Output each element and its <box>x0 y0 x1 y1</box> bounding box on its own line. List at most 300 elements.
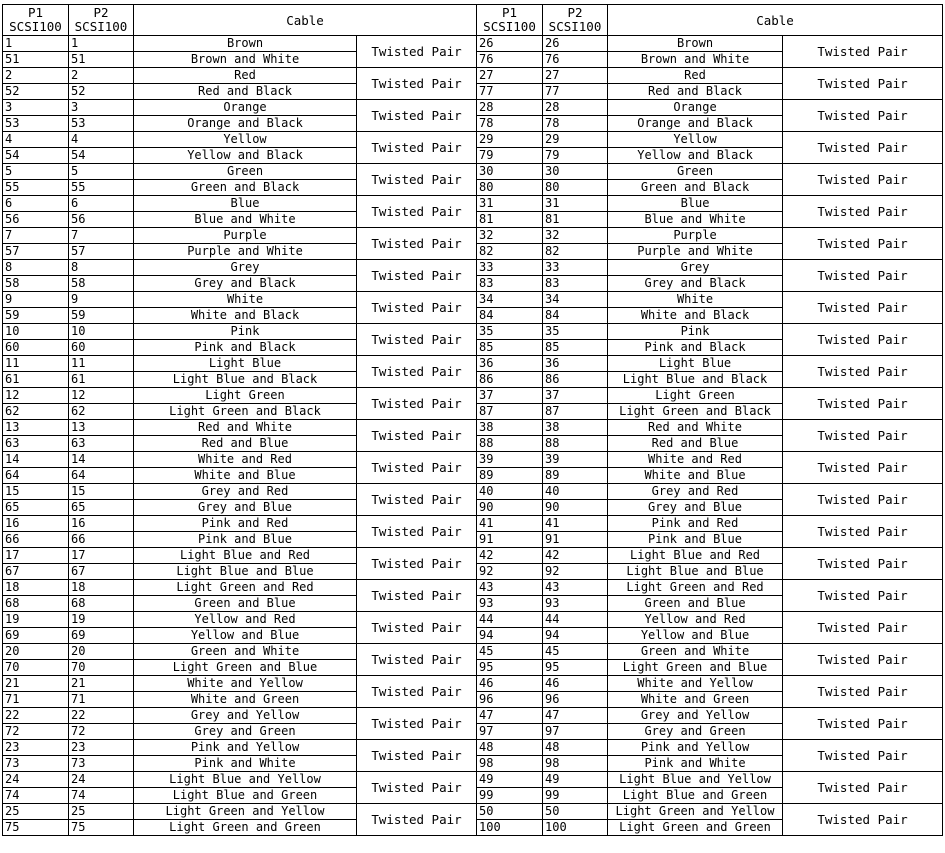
wire-color-cell: Grey <box>134 260 357 276</box>
p2-pin-cell: 71 <box>69 692 134 708</box>
wire-color-cell: White and Blue <box>608 468 783 484</box>
p2-pin-cell: 42 <box>543 548 608 564</box>
p1-pin-cell: 72 <box>3 724 69 740</box>
p1-pin-cell: 42 <box>477 548 543 564</box>
header-p1-line2: SCSI100 <box>9 19 62 34</box>
header-p2-left <box>69 5 134 36</box>
wire-color-cell: Pink and Black <box>608 340 783 356</box>
p2-pin-cell: 11 <box>69 356 134 372</box>
p2-pin-cell: 98 <box>543 756 608 772</box>
pair-type-cell: Twisted Pair <box>783 580 943 612</box>
p1-pin-cell: 4 <box>3 132 69 148</box>
p1-pin-cell: 84 <box>477 308 543 324</box>
pair-type-cell: Twisted Pair <box>783 612 943 644</box>
wire-color-cell: Pink <box>608 324 783 340</box>
pair-type-cell: Twisted Pair <box>357 804 477 836</box>
header-p1-line1: P1 <box>501 5 518 20</box>
p2-pin-cell: 87 <box>543 404 608 420</box>
p1-pin-cell: 47 <box>477 708 543 724</box>
p1-pin-cell: 80 <box>477 180 543 196</box>
wire-color-cell: Pink and Yellow <box>608 740 783 756</box>
p2-pin-cell: 48 <box>543 740 608 756</box>
p1-pin-cell: 94 <box>477 628 543 644</box>
p1-pin-cell: 89 <box>477 468 543 484</box>
p2-pin-cell: 21 <box>69 676 134 692</box>
p1-pin-cell: 41 <box>477 516 543 532</box>
p1-pin-cell: 10 <box>3 324 69 340</box>
p1-pin-cell: 95 <box>477 660 543 676</box>
p2-pin-cell: 46 <box>543 676 608 692</box>
p2-pin-cell: 68 <box>69 596 134 612</box>
pair-type-cell: Twisted Pair <box>357 196 477 228</box>
pair-type-cell: Twisted Pair <box>357 676 477 708</box>
p1-pin-cell: 6 <box>3 196 69 212</box>
wire-color-cell: Pink and Blue <box>608 532 783 548</box>
p2-pin-cell: 44 <box>543 612 608 628</box>
p1-pin-cell: 96 <box>477 692 543 708</box>
p1-pin-cell: 77 <box>477 84 543 100</box>
p2-pin-cell: 96 <box>543 692 608 708</box>
wire-color-cell: Light Green and Red <box>608 580 783 596</box>
wire-color-cell: Grey and Yellow <box>134 708 357 724</box>
wire-color-cell: Green <box>608 164 783 180</box>
wire-color-cell: White and Green <box>608 692 783 708</box>
header-p1-line2: SCSI100 <box>483 19 536 34</box>
wire-color-cell: Yellow and Blue <box>608 628 783 644</box>
pair-type-cell: Twisted Pair <box>783 228 943 260</box>
pair-type-cell: Twisted Pair <box>783 164 943 196</box>
p1-pin-cell: 82 <box>477 244 543 260</box>
p2-pin-cell: 97 <box>543 724 608 740</box>
header-p1-line1: P1 <box>27 5 44 20</box>
p2-pin-cell: 79 <box>543 148 608 164</box>
wire-color-cell: Pink and White <box>134 756 357 772</box>
p1-pin-cell: 78 <box>477 116 543 132</box>
pair-type-cell: Twisted Pair <box>357 228 477 260</box>
pair-type-cell: Twisted Pair <box>357 260 477 292</box>
wire-color-cell: Brown <box>608 36 783 52</box>
header-p2-right <box>543 5 608 36</box>
p1-pin-cell: 59 <box>3 308 69 324</box>
pair-type-cell: Twisted Pair <box>357 68 477 100</box>
wire-color-cell: Pink and Yellow <box>134 740 357 756</box>
p1-pin-cell: 9 <box>3 292 69 308</box>
p1-pin-cell: 73 <box>3 756 69 772</box>
p2-pin-cell: 22 <box>69 708 134 724</box>
p1-pin-cell: 2 <box>3 68 69 84</box>
p1-pin-cell: 29 <box>477 132 543 148</box>
p2-pin-cell: 47 <box>543 708 608 724</box>
p2-pin-cell: 57 <box>69 244 134 260</box>
p2-pin-cell: 34 <box>543 292 608 308</box>
p1-pin-cell: 70 <box>3 660 69 676</box>
wire-color-cell: Light Green and Red <box>134 580 357 596</box>
p1-pin-cell: 39 <box>477 452 543 468</box>
p1-pin-cell: 66 <box>3 532 69 548</box>
p2-pin-cell: 2 <box>69 68 134 84</box>
header-cable-left: Cable <box>134 5 477 36</box>
p1-pin-cell: 14 <box>3 452 69 468</box>
wire-color-cell: White and Blue <box>134 468 357 484</box>
p1-pin-cell: 91 <box>477 532 543 548</box>
pair-type-cell: Twisted Pair <box>783 260 943 292</box>
pinout-rows <box>3 36 943 836</box>
pair-type-cell: Twisted Pair <box>357 292 477 324</box>
pair-type-cell: Twisted Pair <box>783 548 943 580</box>
table-row <box>3 324 943 340</box>
p1-pin-cell: 34 <box>477 292 543 308</box>
table-row <box>3 388 943 404</box>
wire-color-cell: Red and Black <box>134 84 357 100</box>
wire-color-cell: Light Blue and Green <box>134 788 357 804</box>
p2-pin-cell: 85 <box>543 340 608 356</box>
wire-color-cell: Orange <box>134 100 357 116</box>
table-row <box>3 612 943 628</box>
p2-pin-cell: 80 <box>543 180 608 196</box>
wire-color-cell: Light Green and Yellow <box>608 804 783 820</box>
p2-pin-cell: 43 <box>543 580 608 596</box>
p2-pin-cell: 94 <box>543 628 608 644</box>
header-p2-line1: P2 <box>93 5 109 20</box>
p1-pin-cell: 48 <box>477 740 543 756</box>
wire-color-cell: Yellow <box>608 132 783 148</box>
p1-pin-cell: 88 <box>477 436 543 452</box>
p1-pin-cell: 92 <box>477 564 543 580</box>
wire-color-cell: Light Blue <box>134 356 357 372</box>
p2-pin-cell: 76 <box>543 52 608 68</box>
p1-pin-cell: 62 <box>3 404 69 420</box>
table-row <box>3 708 943 724</box>
p2-pin-cell: 60 <box>69 340 134 356</box>
p1-pin-cell: 17 <box>3 548 69 564</box>
wire-color-cell: Pink and Black <box>134 340 357 356</box>
p2-pin-cell: 69 <box>69 628 134 644</box>
wire-color-cell: Light Blue and Black <box>608 372 783 388</box>
pair-type-cell: Twisted Pair <box>357 548 477 580</box>
p2-pin-cell: 29 <box>543 132 608 148</box>
p2-pin-cell: 49 <box>543 772 608 788</box>
pair-type-cell: Twisted Pair <box>357 740 477 772</box>
pair-type-cell: Twisted Pair <box>783 772 943 804</box>
wire-color-cell: Grey and Green <box>134 724 357 740</box>
p2-pin-cell: 82 <box>543 244 608 260</box>
wire-color-cell: Green and White <box>134 644 357 660</box>
wire-color-cell: Brown and White <box>608 52 783 68</box>
p2-pin-cell: 25 <box>69 804 134 820</box>
wire-color-cell: Red <box>134 68 357 84</box>
wire-color-cell: Light Blue and Green <box>608 788 783 804</box>
table-row <box>3 292 943 308</box>
p1-pin-cell: 75 <box>3 820 69 836</box>
pair-type-cell: Twisted Pair <box>357 100 477 132</box>
p1-pin-cell: 43 <box>477 580 543 596</box>
pair-type-cell: Twisted Pair <box>783 68 943 100</box>
p1-pin-cell: 19 <box>3 612 69 628</box>
pinout-document <box>2 4 942 836</box>
p1-pin-cell: 33 <box>477 260 543 276</box>
wire-color-cell: Red and White <box>608 420 783 436</box>
p2-pin-cell: 84 <box>543 308 608 324</box>
p2-pin-cell: 90 <box>543 500 608 516</box>
pair-type-cell: Twisted Pair <box>783 324 943 356</box>
p1-pin-cell: 57 <box>3 244 69 260</box>
pair-type-cell: Twisted Pair <box>783 36 943 68</box>
p1-pin-cell: 63 <box>3 436 69 452</box>
p2-pin-cell: 100 <box>543 820 608 836</box>
p1-pin-cell: 69 <box>3 628 69 644</box>
p2-pin-cell: 9 <box>69 292 134 308</box>
p1-pin-cell: 23 <box>3 740 69 756</box>
p2-pin-cell: 33 <box>543 260 608 276</box>
table-row <box>3 100 943 116</box>
wire-color-cell: Pink and White <box>608 756 783 772</box>
p2-pin-cell: 67 <box>69 564 134 580</box>
pair-type-cell: Twisted Pair <box>357 356 477 388</box>
p2-pin-cell: 74 <box>69 788 134 804</box>
p2-pin-cell: 66 <box>69 532 134 548</box>
pair-type-cell: Twisted Pair <box>783 804 943 836</box>
wire-color-cell: Purple and White <box>608 244 783 260</box>
p1-pin-cell: 52 <box>3 84 69 100</box>
p1-pin-cell: 99 <box>477 788 543 804</box>
p1-pin-cell: 1 <box>3 36 69 52</box>
table-row <box>3 548 943 564</box>
pair-type-cell: Twisted Pair <box>357 164 477 196</box>
wire-color-cell: White and Green <box>134 692 357 708</box>
table-row <box>3 676 943 692</box>
p2-pin-cell: 54 <box>69 148 134 164</box>
pair-type-cell: Twisted Pair <box>783 740 943 772</box>
p1-pin-cell: 3 <box>3 100 69 116</box>
wire-color-cell: White and Red <box>134 452 357 468</box>
p1-pin-cell: 7 <box>3 228 69 244</box>
p2-pin-cell: 24 <box>69 772 134 788</box>
header-p1-left <box>3 5 69 36</box>
table-row <box>3 644 943 660</box>
p1-pin-cell: 15 <box>3 484 69 500</box>
table-row <box>3 772 943 788</box>
wire-color-cell: Light Green and Black <box>134 404 357 420</box>
pair-type-cell: Twisted Pair <box>357 132 477 164</box>
pair-type-cell: Twisted Pair <box>783 644 943 676</box>
p2-pin-cell: 77 <box>543 84 608 100</box>
wire-color-cell: Red and White <box>134 420 357 436</box>
wire-color-cell: Blue and White <box>134 212 357 228</box>
pair-type-cell: Twisted Pair <box>783 388 943 420</box>
p2-pin-cell: 93 <box>543 596 608 612</box>
p1-pin-cell: 44 <box>477 612 543 628</box>
header-p1-right <box>477 5 543 36</box>
p2-pin-cell: 53 <box>69 116 134 132</box>
p1-pin-cell: 65 <box>3 500 69 516</box>
pair-type-cell: Twisted Pair <box>357 420 477 452</box>
p1-pin-cell: 27 <box>477 68 543 84</box>
pair-type-cell: Twisted Pair <box>783 100 943 132</box>
header-p2-line2: SCSI100 <box>74 19 128 34</box>
wire-color-cell: White and Black <box>608 308 783 324</box>
p1-pin-cell: 20 <box>3 644 69 660</box>
table-row <box>3 36 943 52</box>
p2-pin-cell: 91 <box>543 532 608 548</box>
p2-pin-cell: 92 <box>543 564 608 580</box>
table-row <box>3 228 943 244</box>
wire-color-cell: Green and White <box>608 644 783 660</box>
pair-type-cell: Twisted Pair <box>783 516 943 548</box>
wire-color-cell: Light Blue <box>608 356 783 372</box>
p2-pin-cell: 62 <box>69 404 134 420</box>
wire-color-cell: Light Blue and Black <box>134 372 357 388</box>
p1-pin-cell: 81 <box>477 212 543 228</box>
p2-pin-cell: 26 <box>543 36 608 52</box>
table-row <box>3 484 943 500</box>
table-row <box>3 580 943 596</box>
p2-pin-cell: 83 <box>543 276 608 292</box>
p2-pin-cell: 63 <box>69 436 134 452</box>
p1-pin-cell: 93 <box>477 596 543 612</box>
wire-color-cell: Green and Blue <box>608 596 783 612</box>
p2-pin-cell: 61 <box>69 372 134 388</box>
p2-pin-cell: 5 <box>69 164 134 180</box>
wire-color-cell: Orange and Black <box>134 116 357 132</box>
p2-pin-cell: 59 <box>69 308 134 324</box>
wire-color-cell: Green and Black <box>608 180 783 196</box>
p1-pin-cell: 50 <box>477 804 543 820</box>
p2-pin-cell: 1 <box>69 36 134 52</box>
p2-pin-cell: 73 <box>69 756 134 772</box>
wire-color-cell: Purple <box>134 228 357 244</box>
p1-pin-cell: 86 <box>477 372 543 388</box>
p2-pin-cell: 36 <box>543 356 608 372</box>
wire-color-cell: White and Yellow <box>608 676 783 692</box>
p2-pin-cell: 20 <box>69 644 134 660</box>
p1-pin-cell: 45 <box>477 644 543 660</box>
p1-pin-cell: 97 <box>477 724 543 740</box>
p2-pin-cell: 15 <box>69 484 134 500</box>
p2-pin-cell: 88 <box>543 436 608 452</box>
p2-pin-cell: 6 <box>69 196 134 212</box>
p2-pin-cell: 58 <box>69 276 134 292</box>
header-row <box>3 5 943 36</box>
p1-pin-cell: 55 <box>3 180 69 196</box>
pair-type-cell: Twisted Pair <box>783 196 943 228</box>
wire-color-cell: White and Black <box>134 308 357 324</box>
pair-type-cell: Twisted Pair <box>357 484 477 516</box>
p1-pin-cell: 79 <box>477 148 543 164</box>
wire-color-cell: Grey and Black <box>608 276 783 292</box>
wire-color-cell: White <box>134 292 357 308</box>
p2-pin-cell: 70 <box>69 660 134 676</box>
pair-type-cell: Twisted Pair <box>783 484 943 516</box>
wire-color-cell: Yellow and Black <box>134 148 357 164</box>
p2-pin-cell: 28 <box>543 100 608 116</box>
wire-color-cell: Grey and Green <box>608 724 783 740</box>
p1-pin-cell: 76 <box>477 52 543 68</box>
pair-type-cell: Twisted Pair <box>783 420 943 452</box>
wire-color-cell: Grey and Red <box>608 484 783 500</box>
pair-type-cell: Twisted Pair <box>357 580 477 612</box>
header-p2-line1: P2 <box>567 5 583 20</box>
p2-pin-cell: 38 <box>543 420 608 436</box>
table-row <box>3 452 943 468</box>
table-row <box>3 740 943 756</box>
table-row <box>3 516 943 532</box>
p1-pin-cell: 35 <box>477 324 543 340</box>
wire-color-cell: Grey <box>608 260 783 276</box>
wire-color-cell: Yellow and Red <box>608 612 783 628</box>
p1-pin-cell: 87 <box>477 404 543 420</box>
wire-color-cell: Light Green and Black <box>608 404 783 420</box>
p1-pin-cell: 11 <box>3 356 69 372</box>
p1-pin-cell: 25 <box>3 804 69 820</box>
wire-color-cell: Green and Black <box>134 180 357 196</box>
p2-pin-cell: 37 <box>543 388 608 404</box>
p1-pin-cell: 56 <box>3 212 69 228</box>
p1-pin-cell: 13 <box>3 420 69 436</box>
wire-color-cell: Yellow and Black <box>608 148 783 164</box>
pair-type-cell: Twisted Pair <box>357 36 477 68</box>
p1-pin-cell: 60 <box>3 340 69 356</box>
p1-pin-cell: 90 <box>477 500 543 516</box>
p2-pin-cell: 3 <box>69 100 134 116</box>
wire-color-cell: White and Red <box>608 452 783 468</box>
table-row <box>3 420 943 436</box>
p2-pin-cell: 35 <box>543 324 608 340</box>
p2-pin-cell: 78 <box>543 116 608 132</box>
wire-color-cell: Light Green and Yellow <box>134 804 357 820</box>
pair-type-cell: Twisted Pair <box>357 612 477 644</box>
p1-pin-cell: 8 <box>3 260 69 276</box>
p1-pin-cell: 49 <box>477 772 543 788</box>
wire-color-cell: Yellow and Blue <box>134 628 357 644</box>
p2-pin-cell: 86 <box>543 372 608 388</box>
wire-color-cell: Green <box>134 164 357 180</box>
p1-pin-cell: 16 <box>3 516 69 532</box>
wire-color-cell: Brown <box>134 36 357 52</box>
p2-pin-cell: 32 <box>543 228 608 244</box>
p2-pin-cell: 14 <box>69 452 134 468</box>
p1-pin-cell: 58 <box>3 276 69 292</box>
wire-color-cell: Light Green and Green <box>608 820 783 836</box>
p2-pin-cell: 27 <box>543 68 608 84</box>
p1-pin-cell: 67 <box>3 564 69 580</box>
wire-color-cell: Brown and White <box>134 52 357 68</box>
wire-color-cell: Grey and Red <box>134 484 357 500</box>
p2-pin-cell: 30 <box>543 164 608 180</box>
p1-pin-cell: 31 <box>477 196 543 212</box>
p1-pin-cell: 53 <box>3 116 69 132</box>
wire-color-cell: Purple and White <box>134 244 357 260</box>
p1-pin-cell: 83 <box>477 276 543 292</box>
pair-type-cell: Twisted Pair <box>783 452 943 484</box>
pair-type-cell: Twisted Pair <box>783 708 943 740</box>
p1-pin-cell: 30 <box>477 164 543 180</box>
wire-color-cell: Light Green <box>608 388 783 404</box>
wire-color-cell: Blue and White <box>608 212 783 228</box>
wire-color-cell: Purple <box>608 228 783 244</box>
wire-color-cell: Red and Blue <box>134 436 357 452</box>
wire-color-cell: Light Blue and Yellow <box>134 772 357 788</box>
p1-pin-cell: 38 <box>477 420 543 436</box>
p2-pin-cell: 31 <box>543 196 608 212</box>
p1-pin-cell: 28 <box>477 100 543 116</box>
p1-pin-cell: 85 <box>477 340 543 356</box>
table-row <box>3 196 943 212</box>
p1-pin-cell: 18 <box>3 580 69 596</box>
wire-color-cell: Pink and Blue <box>134 532 357 548</box>
wire-color-cell: Light Green and Blue <box>608 660 783 676</box>
p1-pin-cell: 100 <box>477 820 543 836</box>
wire-color-cell: Grey and Blue <box>608 500 783 516</box>
